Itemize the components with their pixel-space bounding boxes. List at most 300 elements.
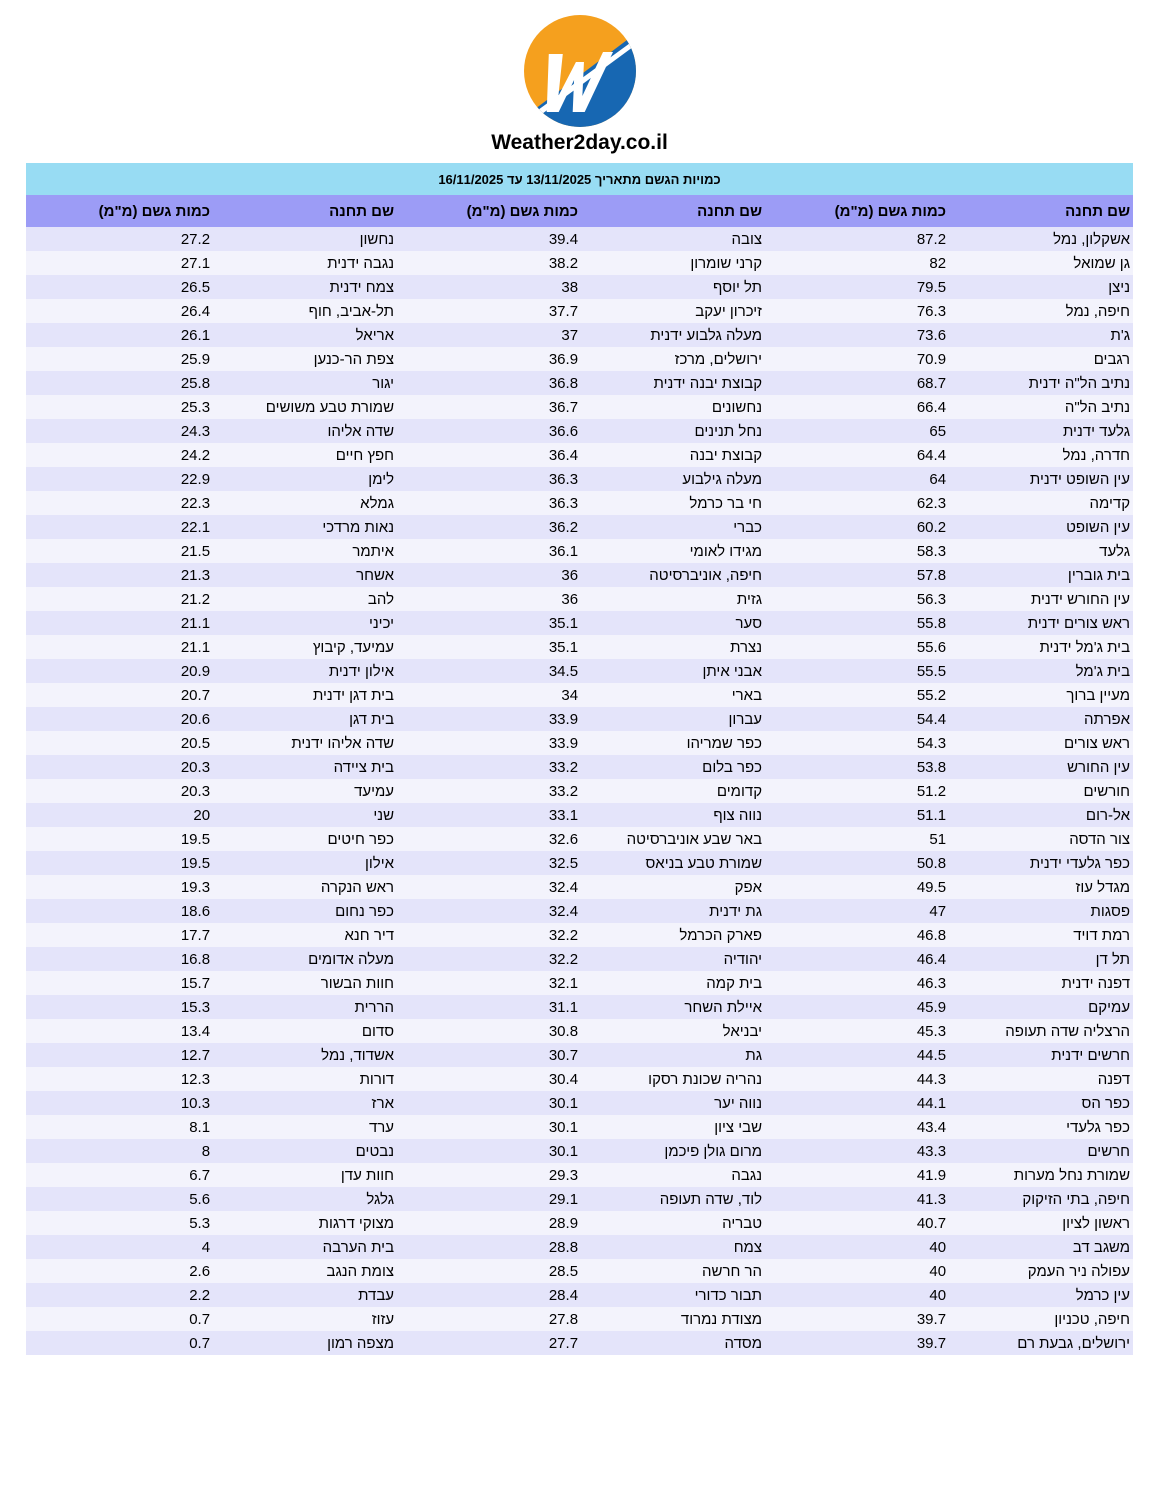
rain-amount-cell: 46.8: [765, 923, 949, 947]
station-name-cell: עין החורש: [949, 755, 1133, 779]
station-name-cell: איילת השחר: [581, 995, 765, 1019]
table-row: [26, 995, 1133, 1019]
rain-amount-cell: 15.3: [26, 995, 213, 1019]
station-name-cell: כפר גלעדי ידנית: [949, 851, 1133, 875]
rain-amount-cell: 30.1: [397, 1139, 581, 1163]
rain-amount-cell: 39.7: [765, 1331, 949, 1355]
table-row: [26, 659, 1133, 683]
rain-amount-cell: 54.3: [765, 731, 949, 755]
rain-amount-cell: 32.1: [397, 971, 581, 995]
station-name-cell: תבור כדורי: [581, 1283, 765, 1307]
table-row: [26, 563, 1133, 587]
station-name-cell: לימן: [213, 467, 397, 491]
station-name-cell: נתיב הל"ה ידנית: [949, 371, 1133, 395]
station-name-cell: דפנה ידנית: [949, 971, 1133, 995]
station-name-cell: נאות מרדכי: [213, 515, 397, 539]
table-row: [26, 1091, 1133, 1115]
rain-amount-cell: 36.3: [397, 467, 581, 491]
station-name-cell: נווה צוף: [581, 803, 765, 827]
column-header-station-2: שם תחנה: [581, 195, 765, 227]
table-row: [26, 395, 1133, 419]
station-name-cell: רמת דויד: [949, 923, 1133, 947]
station-name-cell: גזית: [581, 587, 765, 611]
station-name-cell: עברון: [581, 707, 765, 731]
station-name-cell: רגבים: [949, 347, 1133, 371]
table-row: [26, 323, 1133, 347]
table-row: [26, 491, 1133, 515]
station-name-cell: צמח ידנית: [213, 275, 397, 299]
station-name-cell: ירושלים, מרכז: [581, 347, 765, 371]
station-name-cell: שני: [213, 803, 397, 827]
column-header-station-1: שם תחנה: [949, 195, 1133, 227]
station-name-cell: נגבה ידנית: [213, 251, 397, 275]
station-name-cell: נצרת: [581, 635, 765, 659]
station-name-cell: חפץ חיים: [213, 443, 397, 467]
rain-amount-cell: 41.3: [765, 1187, 949, 1211]
station-name-cell: אל-רום: [949, 803, 1133, 827]
rain-amount-cell: 35.1: [397, 635, 581, 659]
rain-amount-cell: 36.4: [397, 443, 581, 467]
table-title-row: [26, 163, 1133, 195]
rain-amount-cell: 8: [26, 1139, 213, 1163]
rain-amount-cell: 32.5: [397, 851, 581, 875]
rain-amount-cell: 36.9: [397, 347, 581, 371]
table-header-row: [26, 195, 1133, 227]
rain-amount-cell: 53.8: [765, 755, 949, 779]
table-row: [26, 707, 1133, 731]
table-row: [26, 443, 1133, 467]
station-name-cell: בית הערבה: [213, 1235, 397, 1259]
station-name-cell: זיכרון יעקב: [581, 299, 765, 323]
station-name-cell: חיפה, בתי הזיקוק: [949, 1187, 1133, 1211]
table-row: [26, 227, 1133, 251]
rain-amount-cell: 15.7: [26, 971, 213, 995]
rain-amount-cell: 55.5: [765, 659, 949, 683]
station-name-cell: ערד: [213, 1115, 397, 1139]
station-name-cell: ארז: [213, 1091, 397, 1115]
station-name-cell: מגדל עוז: [949, 875, 1133, 899]
station-name-cell: בית ג'מל: [949, 659, 1133, 683]
rain-amount-cell: 26.4: [26, 299, 213, 323]
rain-amount-cell: 30.8: [397, 1019, 581, 1043]
station-name-cell: נהריה שכונת רסקו: [581, 1067, 765, 1091]
station-name-cell: צור הדסה: [949, 827, 1133, 851]
rain-amount-cell: 38.2: [397, 251, 581, 275]
column-header-rain-3: כמות גשם (מ"מ): [26, 195, 213, 227]
table-row: [26, 635, 1133, 659]
rain-amount-cell: 19.3: [26, 875, 213, 899]
rain-amount-cell: 46.4: [765, 947, 949, 971]
table-row: [26, 1235, 1133, 1259]
rain-amount-cell: 34.5: [397, 659, 581, 683]
station-name-cell: בארי: [581, 683, 765, 707]
station-name-cell: נווה יער: [581, 1091, 765, 1115]
station-name-cell: צומת הנגב: [213, 1259, 397, 1283]
rain-amount-cell: 21.5: [26, 539, 213, 563]
station-name-cell: יגור: [213, 371, 397, 395]
station-name-cell: מסדה: [581, 1331, 765, 1355]
station-name-cell: הרצליה שדה תעופה: [949, 1019, 1133, 1043]
rain-amount-cell: 65: [765, 419, 949, 443]
station-name-cell: גלעד: [949, 539, 1133, 563]
station-name-cell: כפר הס: [949, 1091, 1133, 1115]
station-name-cell: אילון ידנית: [213, 659, 397, 683]
station-name-cell: גלעד ידנית: [949, 419, 1133, 443]
station-name-cell: נחל תנינים: [581, 419, 765, 443]
table-row: [26, 1307, 1133, 1331]
rain-amount-cell: 34: [397, 683, 581, 707]
station-name-cell: ראש צורים ידנית: [949, 611, 1133, 635]
table-row: [26, 1187, 1133, 1211]
station-name-cell: כפר שמריהו: [581, 731, 765, 755]
rain-amount-cell: 30.7: [397, 1043, 581, 1067]
station-name-cell: אריאל: [213, 323, 397, 347]
rain-amount-cell: 51.2: [765, 779, 949, 803]
table-row: [26, 1259, 1133, 1283]
rain-amount-cell: 27.2: [26, 227, 213, 251]
table-row: [26, 827, 1133, 851]
station-name-cell: גמלא: [213, 491, 397, 515]
station-name-cell: חיפה, נמל: [949, 299, 1133, 323]
rain-amount-cell: 43.3: [765, 1139, 949, 1163]
rain-amount-cell: 44.3: [765, 1067, 949, 1091]
rain-amount-cell: 46.3: [765, 971, 949, 995]
table-row: [26, 1019, 1133, 1043]
rain-amount-cell: 47: [765, 899, 949, 923]
rain-amount-cell: 17.7: [26, 923, 213, 947]
station-name-cell: מעלה אדומים: [213, 947, 397, 971]
rain-amount-cell: 22.1: [26, 515, 213, 539]
rain-amount-cell: 29.1: [397, 1187, 581, 1211]
rain-amount-cell: 10.3: [26, 1091, 213, 1115]
table-row: [26, 1139, 1133, 1163]
rain-amount-cell: 31.1: [397, 995, 581, 1019]
rain-amount-cell: 19.5: [26, 851, 213, 875]
rain-amount-cell: 20.3: [26, 755, 213, 779]
table-row: [26, 971, 1133, 995]
rain-amount-cell: 35.1: [397, 611, 581, 635]
rain-amount-cell: 62.3: [765, 491, 949, 515]
rain-amount-cell: 19.5: [26, 827, 213, 851]
table-row: [26, 1115, 1133, 1139]
rain-amount-cell: 21.1: [26, 611, 213, 635]
rain-amount-cell: 32.2: [397, 947, 581, 971]
rain-amount-cell: 27.1: [26, 251, 213, 275]
station-name-cell: קדימה: [949, 491, 1133, 515]
table-row: [26, 731, 1133, 755]
rain-amount-cell: 39.7: [765, 1307, 949, 1331]
station-name-cell: נתיב הל"ה: [949, 395, 1133, 419]
table-row: [26, 515, 1133, 539]
station-name-cell: אפק: [581, 875, 765, 899]
column-header-rain-1: כמות גשם (מ"מ): [765, 195, 949, 227]
station-name-cell: ראש הנקרה: [213, 875, 397, 899]
rain-amount-cell: 13.4: [26, 1019, 213, 1043]
station-name-cell: חורשים: [949, 779, 1133, 803]
station-name-cell: מעלה גילבוע: [581, 467, 765, 491]
station-name-cell: דפנה: [949, 1067, 1133, 1091]
rain-amount-cell: 29.3: [397, 1163, 581, 1187]
table-row: [26, 467, 1133, 491]
station-name-cell: צובה: [581, 227, 765, 251]
rain-amount-cell: 36.8: [397, 371, 581, 395]
table-body: [26, 227, 1133, 1355]
table-row: [26, 947, 1133, 971]
rain-amount-cell: 8.1: [26, 1115, 213, 1139]
rain-amount-cell: 20.6: [26, 707, 213, 731]
station-name-cell: סדום: [213, 1019, 397, 1043]
rain-amount-cell: 45.9: [765, 995, 949, 1019]
rain-amount-cell: 55.2: [765, 683, 949, 707]
station-name-cell: בית ציידה: [213, 755, 397, 779]
rain-amount-cell: 33.1: [397, 803, 581, 827]
rain-amount-cell: 32.6: [397, 827, 581, 851]
rain-amount-cell: 36: [397, 587, 581, 611]
station-name-cell: בית קמה: [581, 971, 765, 995]
station-name-cell: לוד, שדה תעופה: [581, 1187, 765, 1211]
station-name-cell: ג'ת: [949, 323, 1133, 347]
station-name-cell: ניצן: [949, 275, 1133, 299]
station-name-cell: קרני שומרון: [581, 251, 765, 275]
station-name-cell: מעיין ברוך: [949, 683, 1133, 707]
rain-amount-cell: 18.6: [26, 899, 213, 923]
station-name-cell: שבי ציון: [581, 1115, 765, 1139]
station-name-cell: צמח: [581, 1235, 765, 1259]
rain-amount-cell: 25.3: [26, 395, 213, 419]
rain-amount-cell: 21.3: [26, 563, 213, 587]
station-name-cell: חדרה, נמל: [949, 443, 1133, 467]
table-row: [26, 1043, 1133, 1067]
station-name-cell: ראש צורים: [949, 731, 1133, 755]
station-name-cell: אשחר: [213, 563, 397, 587]
table-row: [26, 779, 1133, 803]
rain-amount-cell: 44.1: [765, 1091, 949, 1115]
rain-amount-cell: 0.7: [26, 1307, 213, 1331]
rain-amount-cell: 43.4: [765, 1115, 949, 1139]
rain-amount-cell: 22.3: [26, 491, 213, 515]
rain-amount-cell: 40: [765, 1235, 949, 1259]
station-name-cell: שדה אליהו: [213, 419, 397, 443]
table-row: [26, 923, 1133, 947]
station-name-cell: בית ג'מל ידנית: [949, 635, 1133, 659]
rain-amount-cell: 45.3: [765, 1019, 949, 1043]
rain-amount-cell: 73.6: [765, 323, 949, 347]
rain-amount-cell: 28.5: [397, 1259, 581, 1283]
station-name-cell: מעלה גלבוע ידנית: [581, 323, 765, 347]
rain-amount-cell: 2.6: [26, 1259, 213, 1283]
rain-amount-cell: 37.7: [397, 299, 581, 323]
station-name-cell: צפת הר-כנען: [213, 347, 397, 371]
station-name-cell: עמיקם: [949, 995, 1133, 1019]
rain-amount-cell: 36.3: [397, 491, 581, 515]
station-name-cell: חיפה, טכניון: [949, 1307, 1133, 1331]
station-name-cell: דיר חנא: [213, 923, 397, 947]
rain-amount-cell: 70.9: [765, 347, 949, 371]
column-header-station-3: שם תחנה: [213, 195, 397, 227]
station-name-cell: הר חרשה: [581, 1259, 765, 1283]
station-name-cell: חרשים: [949, 1139, 1133, 1163]
rain-amount-cell: 68.7: [765, 371, 949, 395]
column-header-rain-2: כמות גשם (מ"מ): [397, 195, 581, 227]
table-row: [26, 299, 1133, 323]
station-name-cell: תל דן: [949, 947, 1133, 971]
station-name-cell: אפרתה: [949, 707, 1133, 731]
rain-amount-cell: 20.7: [26, 683, 213, 707]
rain-amount-cell: 28.9: [397, 1211, 581, 1235]
table-row: [26, 851, 1133, 875]
table-row: [26, 347, 1133, 371]
rain-amount-cell: 33.2: [397, 779, 581, 803]
station-name-cell: שמורת נחל מערות: [949, 1163, 1133, 1187]
rain-amount-cell: 79.5: [765, 275, 949, 299]
station-name-cell: נחשון: [213, 227, 397, 251]
table-row: [26, 875, 1133, 899]
rain-amount-cell: 60.2: [765, 515, 949, 539]
rain-amount-cell: 32.4: [397, 899, 581, 923]
rain-amount-cell: 24.3: [26, 419, 213, 443]
rain-amount-cell: 36.7: [397, 395, 581, 419]
station-name-cell: בית דגן ידנית: [213, 683, 397, 707]
rain-amount-cell: 87.2: [765, 227, 949, 251]
rain-amount-cell: 16.8: [26, 947, 213, 971]
rain-amount-cell: 37: [397, 323, 581, 347]
rain-amount-cell: 30.1: [397, 1115, 581, 1139]
station-name-cell: חרשים ידנית: [949, 1043, 1133, 1067]
station-name-cell: חוות עדן: [213, 1163, 397, 1187]
table-row: [26, 1283, 1133, 1307]
rain-amount-cell: 2.2: [26, 1283, 213, 1307]
rain-amount-cell: 20.5: [26, 731, 213, 755]
station-name-cell: מגידו לאומי: [581, 539, 765, 563]
station-name-cell: כפר גלעדי: [949, 1115, 1133, 1139]
station-name-cell: עפולה ניר העמק: [949, 1259, 1133, 1283]
rain-amount-cell: 22.9: [26, 467, 213, 491]
rain-amount-cell: 30.1: [397, 1091, 581, 1115]
rain-amount-cell: 38: [397, 275, 581, 299]
station-name-cell: דורות: [213, 1067, 397, 1091]
rain-amount-cell: 36.1: [397, 539, 581, 563]
station-name-cell: בית גוברין: [949, 563, 1133, 587]
rain-amount-cell: 21.2: [26, 587, 213, 611]
rain-amount-cell: 28.4: [397, 1283, 581, 1307]
rain-amount-cell: 33.9: [397, 731, 581, 755]
logo-graphic: [523, 14, 637, 128]
rain-amount-cell: 33.9: [397, 707, 581, 731]
rain-amount-cell: 57.8: [765, 563, 949, 587]
station-name-cell: חי בר כרמל: [581, 491, 765, 515]
station-name-cell: שמורת טבע משושים: [213, 395, 397, 419]
rain-amount-cell: 51.1: [765, 803, 949, 827]
station-name-cell: קבוצת יבנה ידנית: [581, 371, 765, 395]
station-name-cell: טבריה: [581, 1211, 765, 1235]
rain-amount-cell: 24.2: [26, 443, 213, 467]
station-name-cell: נבטים: [213, 1139, 397, 1163]
station-name-cell: יהודיה: [581, 947, 765, 971]
weather2day-logo-icon: [523, 14, 637, 128]
table-row: [26, 611, 1133, 635]
rain-amount-cell: 5.6: [26, 1187, 213, 1211]
rain-amount-cell: 49.5: [765, 875, 949, 899]
table-title: כמויות הגשם מתאריך 13/11/2025 עד 16/11/2025: [26, 163, 1133, 195]
station-name-cell: גת ידנית: [581, 899, 765, 923]
station-name-cell: הררית: [213, 995, 397, 1019]
rain-amount-cell: 76.3: [765, 299, 949, 323]
rainfall-table: [26, 163, 1133, 1355]
station-name-cell: כברי: [581, 515, 765, 539]
station-name-cell: כפר נחום: [213, 899, 397, 923]
station-name-cell: אבני איתן: [581, 659, 765, 683]
station-name-cell: קבוצת יבנה: [581, 443, 765, 467]
station-name-cell: עמיעד, קיבוץ: [213, 635, 397, 659]
rain-amount-cell: 55.6: [765, 635, 949, 659]
station-name-cell: באר שבע אוניברסיטה: [581, 827, 765, 851]
rain-amount-cell: 27.8: [397, 1307, 581, 1331]
rain-amount-cell: 5.3: [26, 1211, 213, 1235]
station-name-cell: גלגל: [213, 1187, 397, 1211]
station-name-cell: עין החורש ידנית: [949, 587, 1133, 611]
table-row: [26, 1067, 1133, 1091]
rain-amount-cell: 30.4: [397, 1067, 581, 1091]
table-row: [26, 1331, 1133, 1355]
station-name-cell: עין השופט: [949, 515, 1133, 539]
rain-amount-cell: 64: [765, 467, 949, 491]
rain-amount-cell: 6.7: [26, 1163, 213, 1187]
rain-amount-cell: 27.7: [397, 1331, 581, 1355]
station-name-cell: פסגות: [949, 899, 1133, 923]
table-row: [26, 683, 1133, 707]
rain-amount-cell: 36.6: [397, 419, 581, 443]
rain-amount-cell: 41.9: [765, 1163, 949, 1187]
table-row: [26, 755, 1133, 779]
station-name-cell: חיפה, אוניברסיטה: [581, 563, 765, 587]
table-row: [26, 803, 1133, 827]
station-name-cell: כפר בלום: [581, 755, 765, 779]
station-name-cell: ירושלים, גבעת רם: [949, 1331, 1133, 1355]
station-name-cell: פארק הכרמל: [581, 923, 765, 947]
rain-amount-cell: 25.9: [26, 347, 213, 371]
station-name-cell: עזוז: [213, 1307, 397, 1331]
station-name-cell: איתמר: [213, 539, 397, 563]
station-name-cell: בית דגן: [213, 707, 397, 731]
site-name: Weather2day.co.il: [491, 131, 668, 154]
station-name-cell: עין כרמל: [949, 1283, 1133, 1307]
rain-amount-cell: 12.7: [26, 1043, 213, 1067]
table-row: [26, 587, 1133, 611]
table-row: [26, 419, 1133, 443]
rain-amount-cell: 20.3: [26, 779, 213, 803]
rain-amount-cell: 82: [765, 251, 949, 275]
station-name-cell: סער: [581, 611, 765, 635]
rain-amount-cell: 0.7: [26, 1331, 213, 1355]
table-row: [26, 899, 1133, 923]
table-row: [26, 275, 1133, 299]
rain-amount-cell: 28.8: [397, 1235, 581, 1259]
station-name-cell: גן שמואל: [949, 251, 1133, 275]
station-name-cell: תל-אביב, חוף: [213, 299, 397, 323]
table-row: [26, 251, 1133, 275]
station-name-cell: נחשונים: [581, 395, 765, 419]
station-name-cell: עבדת: [213, 1283, 397, 1307]
rain-amount-cell: 26.5: [26, 275, 213, 299]
rain-amount-cell: 21.1: [26, 635, 213, 659]
rain-amount-cell: 32.2: [397, 923, 581, 947]
station-name-cell: להב: [213, 587, 397, 611]
station-name-cell: מצפה רמון: [213, 1331, 397, 1355]
station-name-cell: עין השופט ידנית: [949, 467, 1133, 491]
station-name-cell: אילון: [213, 851, 397, 875]
rain-amount-cell: 54.4: [765, 707, 949, 731]
table-row: [26, 371, 1133, 395]
